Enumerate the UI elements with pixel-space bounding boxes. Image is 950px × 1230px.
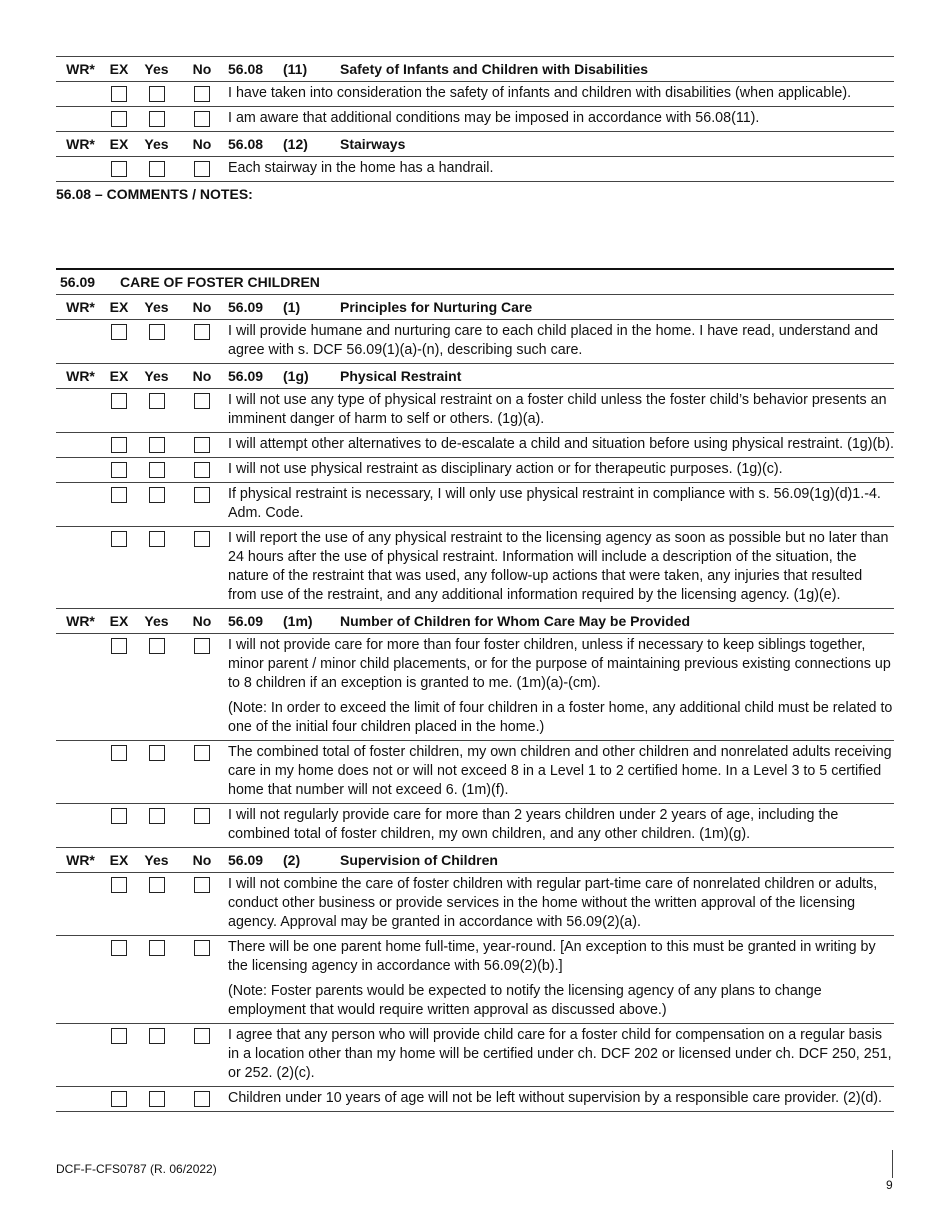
no-checkbox[interactable] (194, 487, 210, 503)
requirement-text: The combined total of foster children, my own children and other children and nonrelated adults receiving care in my home does not or will not exceed 8 in a Level 1 to 2 certified home. In a Level 3 to 5 certified home that number will not exceed 6. (1m)(f). (228, 744, 892, 798)
requirement-text: I will not use physical restraint as disciplinary action or for therapeutic purposes. (1g)(c). (228, 461, 783, 477)
no-checkbox[interactable] (194, 745, 210, 761)
ex-checkbox[interactable] (111, 531, 127, 547)
col-ex: EX (109, 61, 129, 77)
checklist-row (56, 320, 894, 364)
yes-checkbox[interactable] (149, 745, 165, 761)
checklist-row (56, 107, 894, 132)
yes-checkbox[interactable] (149, 111, 165, 127)
checklist-row (56, 873, 894, 936)
requirement-text: There will be one parent home full-time, year-round. [An exception to this must be granted in writing by the licensing agency in accordance with 56.09(2)(b).] (228, 939, 876, 974)
col-no: No (192, 136, 212, 152)
ex-checkbox[interactable] (111, 393, 127, 409)
col-wr: WR* (66, 852, 95, 868)
ex-checkbox[interactable] (111, 940, 127, 956)
col-no: No (192, 299, 212, 315)
ex-checkbox[interactable] (111, 638, 127, 654)
ex-checkbox[interactable] (111, 877, 127, 893)
section-title: Principles for Nurturing Care (340, 299, 533, 315)
requirement-note: (Note: In order to exceed the limit of four children in a foster home, any additional child must be related to one of the initial four children placed in the home.) (228, 700, 893, 735)
block-title-text: CARE OF FOSTER CHILDREN (120, 274, 320, 290)
ex-checkbox[interactable] (111, 111, 127, 127)
form-page (56, 56, 894, 1112)
yes-checkbox[interactable] (149, 161, 165, 177)
checklist-row (56, 936, 894, 1024)
ex-checkbox[interactable] (111, 161, 127, 177)
comments-notes-label: 56.08 – COMMENTS / NOTES: (56, 186, 253, 202)
ex-checkbox[interactable] (111, 1091, 127, 1107)
section-title: Supervision of Children (340, 852, 498, 868)
checklist-row (56, 1087, 894, 1112)
col-ex: EX (109, 613, 129, 629)
section-number: 56.09 (228, 852, 264, 868)
yes-checkbox[interactable] (149, 940, 165, 956)
checklist-row (56, 389, 894, 433)
section-header-56-09-1g (56, 364, 894, 389)
requirement-text: I agree that any person who will provide child care for a foster child for compensation on a regular basis in a location other than my home will be certified under ch. DCF 202 or licensed under ch. DCF 250, 251, or 252. (2)(c). (228, 1027, 892, 1081)
ex-checkbox[interactable] (111, 487, 127, 503)
col-wr: WR* (66, 61, 95, 77)
yes-checkbox[interactable] (149, 86, 165, 102)
requirement-text: I will not use any type of physical restraint on a foster child unless the foster child’s behavior presents an imminent danger of harm to self or others. (1g)(a). (228, 392, 887, 427)
col-no: No (192, 368, 212, 384)
yes-checkbox[interactable] (149, 877, 165, 893)
yes-checkbox[interactable] (149, 324, 165, 340)
checklist-row (56, 433, 894, 458)
section-header-56-08-11 (56, 56, 894, 82)
col-yes: Yes (144, 61, 169, 77)
yes-checkbox[interactable] (149, 1028, 165, 1044)
requirement-text: I will not provide care for more than four foster children, unless if necessary to keep siblings together, minor parent / minor child placements, or for the purpose of maintaining previous existing connections up to 8 children if an exception is granted to me. (1m)(a)-(cm). (228, 637, 891, 691)
checklist-row (56, 804, 894, 848)
no-checkbox[interactable] (194, 638, 210, 654)
checklist-row (56, 157, 894, 182)
ex-checkbox[interactable] (111, 462, 127, 478)
yes-checkbox[interactable] (149, 393, 165, 409)
section-header-56-08-12 (56, 132, 894, 157)
no-checkbox[interactable] (194, 437, 210, 453)
col-yes: Yes (144, 368, 169, 384)
checklist-row (56, 1024, 894, 1087)
col-yes: Yes (144, 613, 169, 629)
yes-checkbox[interactable] (149, 1091, 165, 1107)
no-checkbox[interactable] (194, 808, 210, 824)
col-no: No (192, 61, 212, 77)
col-ex: EX (109, 299, 129, 315)
section-title: Safety of Infants and Children with Disabilities (340, 61, 649, 77)
col-ex: EX (109, 852, 129, 868)
section-title: Stairways (340, 136, 406, 152)
section-title: Number of Children for Whom Care May be Provided (340, 613, 691, 629)
checklist-row (56, 741, 894, 804)
no-checkbox[interactable] (194, 161, 210, 177)
no-checkbox[interactable] (194, 462, 210, 478)
requirement-text: If physical restraint is necessary, I will only use physical restraint in compliance with s. 56.09(1g)(d)1.-4. Adm. Code. (228, 486, 881, 521)
col-wr: WR* (66, 136, 95, 152)
ex-checkbox[interactable] (111, 745, 127, 761)
col-wr: WR* (66, 299, 95, 315)
ex-checkbox[interactable] (111, 86, 127, 102)
section-header-56-09-2 (56, 848, 894, 873)
section-number: 56.08 (228, 61, 264, 77)
requirement-text: I am aware that additional conditions may be imposed in accordance with 56.08(11). (228, 110, 760, 126)
ex-checkbox[interactable] (111, 324, 127, 340)
col-yes: Yes (144, 136, 169, 152)
requirement-text: Children under 10 years of age will not be left without supervision by a responsible care provider. (2)(d). (228, 1090, 883, 1106)
requirement-text: I will not regularly provide care for more than 2 years children under 2 years of age, including the combined total of foster children, my own children, and any other children. (1m)(g). (228, 807, 839, 842)
section-number: 56.09 (228, 299, 264, 315)
requirement-note: (Note: Foster parents would be expected to notify the licensing agency of any plans to change employment that would require written approval as discussed above.) (228, 983, 822, 1018)
yes-checkbox[interactable] (149, 487, 165, 503)
yes-checkbox[interactable] (149, 531, 165, 547)
section-header-56-09-1 (56, 295, 894, 320)
form-code: DCF-F-CFS0787 (R. 06/2022) (56, 1162, 217, 1176)
yes-checkbox[interactable] (149, 437, 165, 453)
footer-divider (892, 1150, 893, 1178)
checklist-row (56, 458, 894, 483)
block-number: 56.09 (60, 274, 96, 290)
subsection-number: (12) (283, 136, 308, 152)
col-yes: Yes (144, 852, 169, 868)
no-checkbox[interactable] (194, 86, 210, 102)
requirement-text: I have taken into consideration the safety of infants and children with disabilities (when applicable). (228, 85, 852, 101)
yes-checkbox[interactable] (149, 462, 165, 478)
subsection-number: (1m) (283, 613, 313, 629)
col-wr: WR* (66, 613, 95, 629)
section-header-56-09-1m (56, 609, 894, 634)
no-checkbox[interactable] (194, 1028, 210, 1044)
col-no: No (192, 613, 212, 629)
section-number: 56.09 (228, 368, 264, 384)
col-yes: Yes (144, 299, 169, 315)
section-number: 56.08 (228, 136, 264, 152)
col-no: No (192, 852, 212, 868)
subsection-number: (11) (283, 61, 308, 77)
subsection-number: (2) (283, 852, 301, 868)
subsection-number: (1g) (283, 368, 309, 384)
no-checkbox[interactable] (194, 531, 210, 547)
col-wr: WR* (66, 368, 95, 384)
no-checkbox[interactable] (194, 940, 210, 956)
subsection-number: (1) (283, 299, 301, 315)
col-ex: EX (109, 368, 129, 384)
yes-checkbox[interactable] (149, 808, 165, 824)
ex-checkbox[interactable] (111, 808, 127, 824)
section-number: 56.09 (228, 613, 264, 629)
no-checkbox[interactable] (194, 393, 210, 409)
page-number: 9 (886, 1178, 893, 1192)
no-checkbox[interactable] (194, 1091, 210, 1107)
section-title: Physical Restraint (340, 368, 462, 384)
requirement-text: Each stairway in the home has a handrail. (228, 160, 494, 176)
checklist-row (56, 634, 894, 741)
requirement-text: I will report the use of any physical restraint to the licensing agency as soon as possible but no later than 24 hours after the use of physical restraint. Information will include a description of the situation, the nature of the restraint that was used, any follow-up actions that were taken, any injuries that resulted from use of the restraint, and any additional information required by the licensing agency. (1g)(e). (228, 530, 889, 603)
checklist-row (56, 527, 894, 609)
col-ex: EX (109, 136, 129, 152)
requirement-text: I will attempt other alternatives to de-escalate a child and situation before using physical restraint. (1g)(b). (228, 436, 894, 452)
ex-checkbox[interactable] (111, 437, 127, 453)
no-checkbox[interactable] (194, 324, 210, 340)
block-title-56-09 (56, 268, 894, 295)
requirement-text: I will not combine the care of foster children with regular part-time care of nonrelated children or adults, conduct other business or provide services in the home without the written approval of the licensing agency. Approval may be granted in accordance with 56.09(2)(a). (228, 876, 878, 930)
requirement-text: I will provide humane and nurturing care to each child placed in the home. I have read, understand and agree with s. DCF 56.09(1)(a)-(n), describing such care. (228, 323, 879, 358)
yes-checkbox[interactable] (149, 638, 165, 654)
ex-checkbox[interactable] (111, 1028, 127, 1044)
no-checkbox[interactable] (194, 877, 210, 893)
checklist-row (56, 483, 894, 527)
checklist-row (56, 82, 894, 107)
no-checkbox[interactable] (194, 111, 210, 127)
